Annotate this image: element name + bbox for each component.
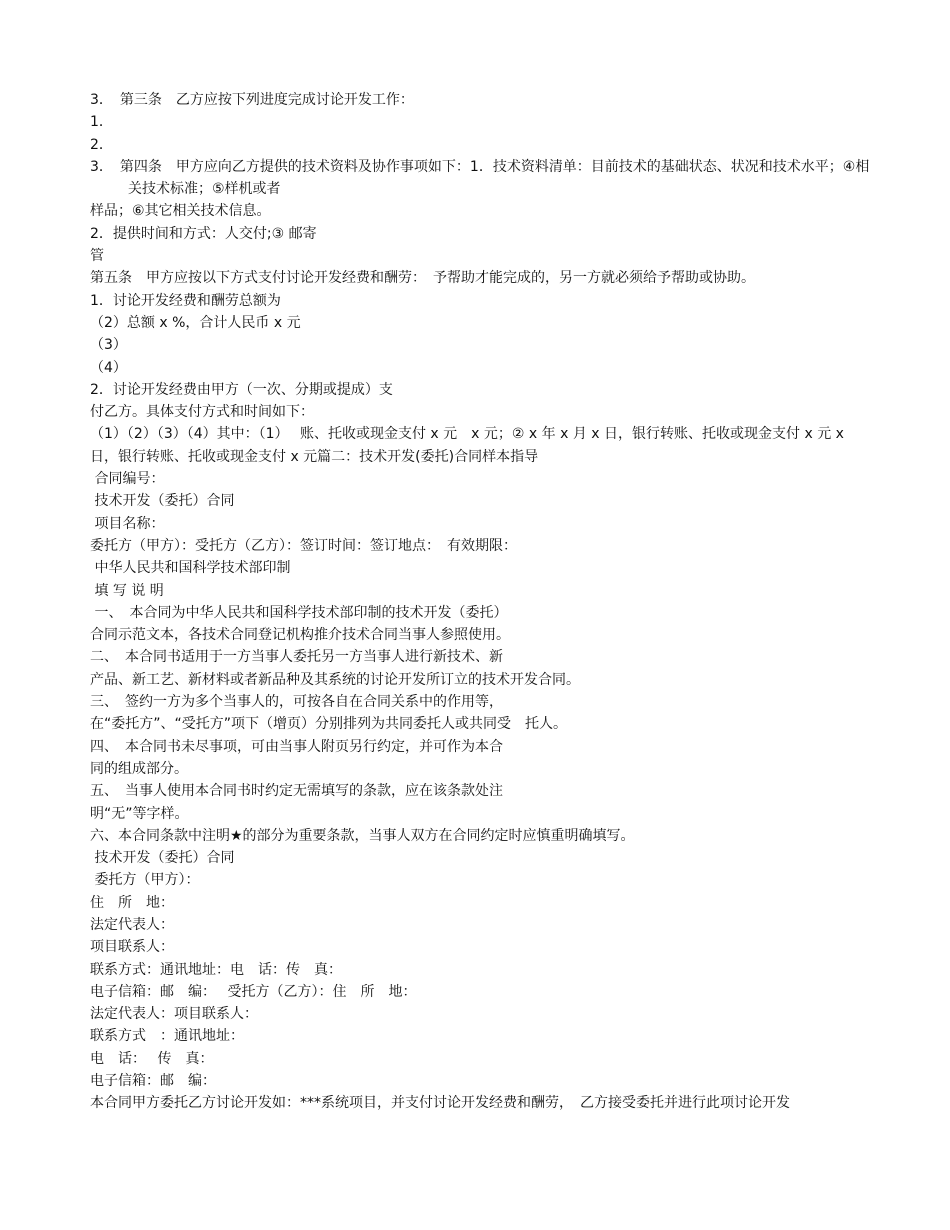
text-line: 六、本合同条款中注明★的部分为重要条款，当事人双方在合同约定时应慎重明确填写。 <box>90 827 635 844</box>
text-line: 在“委托方”、“受托方”项下（增页）分别排列为共同委托人或共同受 托人。 <box>90 716 568 733</box>
text-line: 1． <box>90 114 113 131</box>
text-line: （3） <box>90 337 127 354</box>
text-line: 四、 本合同书未尽事项，可由当事人附页另行约定，并可作为本合 <box>90 738 503 755</box>
text-line: 联系方式 ：通讯地址： <box>90 1028 244 1045</box>
text-line: 一、 本合同为中华人民共和国科学技术部印制的技术开发（委托） <box>90 604 508 621</box>
text-line: 中华人民共和国科学技术部印制 <box>90 560 291 577</box>
text-line: 电 话： 传 真： <box>90 1050 214 1067</box>
text-line: 电子信箱：邮 编： 受托方（乙方）：住 所 地： <box>90 983 417 1000</box>
text-line: （2）总额 x %，合计人民币 x 元 <box>90 314 301 331</box>
text-line: 2．提供时间和方式：人交付;③ 邮寄 <box>90 225 317 242</box>
text-line: 第五条 甲方应按以下方式支付讨论开发经费和酬劳： 予帮助才能完成的，另一方就必须给予帮助或协助。 <box>90 270 755 287</box>
text-line: 联系方式：通讯地址：电 话：传 真： <box>90 961 342 978</box>
text-line: 明“无”等字样。 <box>90 805 189 822</box>
text-line: 委托方（甲方）：受托方（乙方）：签订时间：签订地点： 有效期限： <box>90 537 517 554</box>
text-line: 三、 签约一方为多个当事人的，可按各自在合同关系中的作用等， <box>90 694 503 711</box>
text-line: 样品；⑥其它相关技术信息。 <box>90 203 271 220</box>
text-line: 同的组成部分。 <box>90 760 188 777</box>
text-line: 法定代表人：项目联系人： <box>90 1006 258 1023</box>
text-line: 1．讨论开发经费和酬劳总额为 <box>90 292 281 309</box>
text-line: 填 写 说 明 <box>90 582 164 599</box>
text-line: 合同编号： <box>90 471 165 488</box>
text-line: 技术开发（委托）合同 <box>90 850 235 867</box>
text-line: （4） <box>90 359 127 376</box>
text-line: 技术开发（委托）合同 <box>90 493 235 510</box>
text-line: 3． 第三条 乙方应按下列进度完成讨论开发工作： <box>90 92 414 108</box>
text-line: 项目名称： <box>90 515 165 532</box>
text-line: 2．讨论开发经费由甲方（一次、分期或提成）支 <box>90 381 393 398</box>
text-line: 付乙方。具体支付方式和时间如下： <box>90 404 314 421</box>
text-line: （1）（2）（3）（4）其中：（1） 账、托收或现金支付 x 元 x 元；② x 年 x 月 x 日，银行转账、托收或现金支付 x 元 x 日，银行转账、托收或现金支付 x 元篇二：技术开发(委托)合同样本指导 <box>90 426 849 465</box>
text-line: 管 <box>90 248 104 265</box>
text-line: 住 所 地： <box>90 894 174 911</box>
text-line: 五、 当事人使用本合同书时约定无需填写的条款，应在该条款处注 <box>90 783 503 800</box>
text-line: 项目联系人： <box>90 939 174 956</box>
text-line: 电子信箱：邮 编： <box>90 1073 216 1090</box>
text-line: 产品、新工艺、新材料或者新品种及其系统的讨论开发所订立的技术开发合同。 <box>90 671 580 688</box>
text-line: 3． 第四条 甲方应向乙方提供的技术资料及协作事项如下：1．技术资料清单：目前技术的基础状态、状况和技术水平；④相关技术标准；⑤样机或者 <box>90 158 870 198</box>
text-line: 本合同甲方委托乙方讨论开发如：***系统项目，并支付讨论开发经费和酬劳， 乙方接受委托并进行此项讨论开发 <box>90 1095 790 1112</box>
text-line: 委托方（甲方）： <box>90 872 200 889</box>
text-line: 二、 本合同书适用于一方当事人委托另一方当事人进行新技术、新 <box>90 649 503 666</box>
text-line: 2． <box>90 136 113 153</box>
text-line: 法定代表人： <box>90 916 174 933</box>
document-body <box>90 89 875 1115</box>
text-line: 合同示范文本，各技术合同登记机构推介技术合同当事人参照使用。 <box>90 627 510 644</box>
